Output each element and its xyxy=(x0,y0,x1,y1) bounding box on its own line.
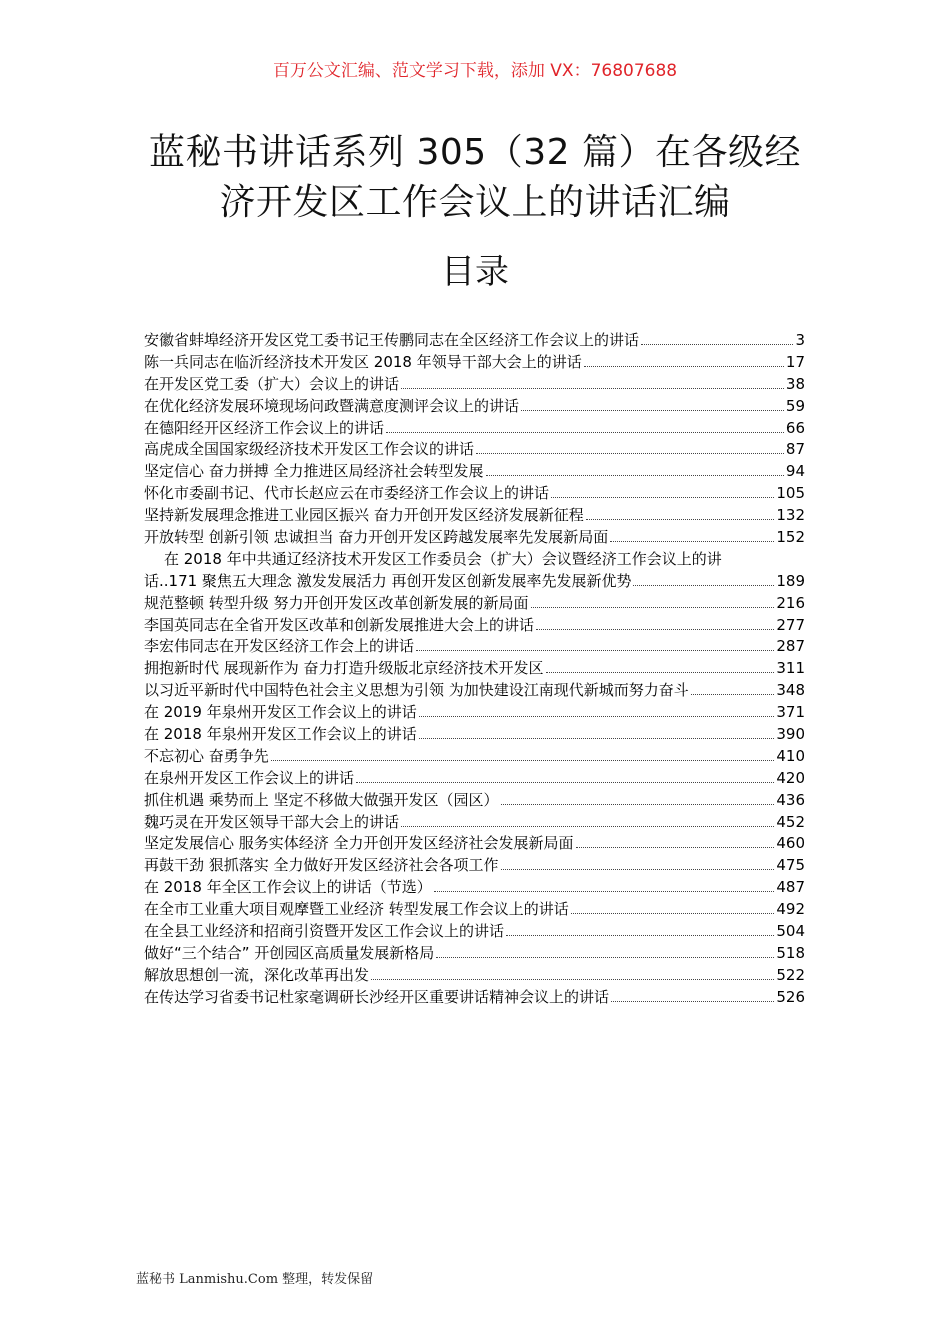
toc-entry[interactable] xyxy=(144,702,805,724)
toc-leader-dots xyxy=(416,650,774,651)
toc-entry-title: 在开发区党工委（扩大）会议上的讲话 xyxy=(144,374,400,393)
toc-entry-page: 216 xyxy=(776,593,805,612)
document-title xyxy=(60,128,890,228)
toc-entry[interactable] xyxy=(144,680,805,702)
toc-leader-dots xyxy=(691,694,775,695)
toc-entry[interactable] xyxy=(144,483,805,505)
toc-entry[interactable] xyxy=(144,374,805,396)
toc-entry-page: 87 xyxy=(785,440,805,459)
toc-entry-title: 不忘初心 奋勇争先 xyxy=(144,746,269,765)
toc-entry-title: 拥抱新时代 展现新作为 奋力打造升级版北京经济技术开发区 xyxy=(144,659,544,678)
toc-entry[interactable] xyxy=(144,921,805,943)
toc-entry-title: 规范整顿 转型升级 努力开创开发区改革创新发展的新局面 xyxy=(144,593,529,612)
toc-entry-page: 152 xyxy=(776,528,805,547)
footer-note: 蓝秘书 Lanmishu.Com 整理，转发保留 xyxy=(136,1272,374,1287)
toc-entry-title: 在德阳经开区经济工作会议上的讲话 xyxy=(144,418,385,437)
toc-entry[interactable] xyxy=(144,724,805,746)
toc-entry-title: 做好“三个结合” 开创园区高质量发展新格局 xyxy=(144,943,435,962)
toc-entry-title: 在泉州开发区工作会议上的讲话 xyxy=(144,768,355,787)
toc-leader-dots xyxy=(641,344,793,345)
toc-entry-title: 李宏伟同志在开发区经济工作会上的讲话 xyxy=(144,637,415,656)
toc-entry[interactable] xyxy=(144,461,805,483)
toc-entry-page: 38 xyxy=(785,374,805,393)
toc-entry-title: 在全市工业重大项目观摩暨工业经济 转型发展工作会议上的讲话 xyxy=(144,900,569,919)
toc-entry[interactable] xyxy=(144,593,805,615)
toc-leader-dots xyxy=(436,957,774,958)
toc-leader-dots xyxy=(521,410,784,411)
toc-leader-dots xyxy=(371,979,774,980)
toc-entry-page: 66 xyxy=(785,418,805,437)
toc-entry-page: 420 xyxy=(776,768,805,787)
toc-entry-title: 李国英同志在全省开发区改革和创新发展推进大会上的讲话 xyxy=(144,615,535,634)
toc-entry-page: 287 xyxy=(776,637,805,656)
toc-entry-title: 在全县工业经济和招商引资暨开发区工作会议上的讲话 xyxy=(144,922,505,941)
toc-leader-dots xyxy=(419,716,775,717)
toc-entry-title: 解放思想创一流，深化改革再出发 xyxy=(144,965,370,984)
toc-entry-page: 452 xyxy=(776,812,805,831)
toc-entry-page: 390 xyxy=(776,725,805,744)
toc-entry-page: 504 xyxy=(776,922,805,941)
toc-entry-page: 189 xyxy=(776,571,805,590)
toc-entry-page: 522 xyxy=(776,965,805,984)
toc-entry[interactable] xyxy=(144,527,805,549)
toc-leader-dots xyxy=(501,804,775,805)
toc-entry[interactable] xyxy=(144,396,805,418)
toc-entry-title: 在 2018 年全区工作会议上的讲话（节选） xyxy=(144,878,432,897)
toc-entry-page: 526 xyxy=(776,987,805,1006)
toc-entry[interactable] xyxy=(144,615,805,637)
toc-entry-title: 在优化经济发展环境现场问政暨满意度测评会议上的讲话 xyxy=(144,396,520,415)
toc-entry-page: 132 xyxy=(776,506,805,525)
toc-leader-dots xyxy=(271,760,775,761)
toc-leader-dots xyxy=(610,541,774,542)
toc-entry-title: 坚持新发展理念推进工业园区振兴 奋力开创开发区经济发展新征程 xyxy=(144,506,584,525)
toc-entry-page: 105 xyxy=(776,484,805,503)
toc-leader-dots xyxy=(546,672,775,673)
toc-entry-page: 410 xyxy=(776,746,805,765)
toc-entry-page: 17 xyxy=(785,352,805,371)
toc-entry-title: 以习近平新时代中国特色社会主义思想为引领 为加快建设江南现代新城而努力奋斗 xyxy=(144,681,689,700)
toc-leader-dots xyxy=(584,366,784,367)
toc-entry-page: 3 xyxy=(795,331,805,349)
toc-entry-title: 抓住机遇 乘势而上 坚定不移做大做强开发区（园区） xyxy=(144,790,499,809)
toc-leader-dots xyxy=(486,475,784,476)
toc-entry[interactable] xyxy=(144,636,805,658)
toc-entry-title: 在 2019 年泉州开发区工作会议上的讲话 xyxy=(144,703,417,722)
toc-entry-title: 话..171 聚焦五大理念 激发发展活力 再创开发区创新发展率先发展新优势 xyxy=(144,571,632,590)
toc-leader-dots xyxy=(551,497,774,498)
toc-entry[interactable] xyxy=(144,658,805,680)
toc-entry-title: 高虎成全国国家级经济技术开发区工作会议的讲话 xyxy=(144,440,475,459)
toc-leader-dots xyxy=(356,782,774,783)
toc-entry-page: 492 xyxy=(776,900,805,919)
toc-entry-title: 安徽省蚌埠经济开发区党工委书记王传鹏同志在全区经济工作会议上的讲话 xyxy=(144,331,640,349)
toc-entry-wrapped-line[interactable]: 在 2018 年中共通辽经济技术开发区工作委员会（扩大）会议暨经济工作会议上的讲 xyxy=(164,549,722,568)
toc-leader-dots xyxy=(633,585,774,586)
toc-entry[interactable] xyxy=(144,768,805,790)
toc-entry-title: 魏巧灵在开发区领导干部大会上的讲话 xyxy=(144,812,400,831)
toc-entry[interactable] xyxy=(144,987,805,1009)
toc-entry-page: 94 xyxy=(785,462,805,481)
table-of-contents xyxy=(144,330,805,1009)
toc-leader-dots xyxy=(401,826,774,827)
toc-entry-page: 518 xyxy=(776,943,805,962)
toc-entry-page: 487 xyxy=(776,878,805,897)
toc-entry[interactable] xyxy=(144,943,805,965)
document-title-line-2: 济开发区工作会议上的讲话汇编 xyxy=(219,182,731,223)
toc-entry-page: 277 xyxy=(776,615,805,634)
toc-leader-dots xyxy=(506,935,774,936)
toc-entry[interactable] xyxy=(144,965,805,987)
toc-entry[interactable] xyxy=(144,812,805,834)
toc-leader-dots xyxy=(434,891,775,892)
toc-entry-title: 怀化市委副书记、代市长赵应云在市委经济工作会议上的讲话 xyxy=(144,484,550,503)
toc-leader-dots xyxy=(611,1001,774,1002)
toc-entry[interactable] xyxy=(144,439,805,461)
toc-entry[interactable] xyxy=(144,877,805,899)
toc-leader-dots xyxy=(476,453,784,454)
toc-entry-page: 311 xyxy=(776,659,805,678)
toc-entry-page: 348 xyxy=(776,681,805,700)
toc-leader-dots xyxy=(386,432,784,433)
toc-leader-dots xyxy=(571,913,775,914)
toc-entry[interactable] xyxy=(144,833,805,855)
toc-entry[interactable] xyxy=(144,571,805,593)
toc-leader-dots xyxy=(501,869,775,870)
toc-entry-title: 在 2018 年泉州开发区工作会议上的讲话 xyxy=(144,725,417,744)
toc-leader-dots xyxy=(401,388,784,389)
toc-leader-dots xyxy=(531,607,775,608)
toc-entry-title: 在传达学习省委书记杜家毫调研长沙经开区重要讲话精神会议上的讲话 xyxy=(144,987,610,1006)
toc-entry-title: 再鼓干劲 狠抓落实 全力做好开发区经济社会各项工作 xyxy=(144,856,499,875)
toc-leader-dots xyxy=(419,738,775,739)
toc-leader-dots xyxy=(576,847,775,848)
toc-entry-page: 371 xyxy=(776,703,805,722)
toc-entry[interactable] xyxy=(144,505,805,527)
toc-entry[interactable] xyxy=(144,352,805,374)
toc-entry-page: 460 xyxy=(776,834,805,853)
toc-entry-title: 开放转型 创新引领 忠诚担当 奋力开创开发区跨越发展率先发展新局面 xyxy=(144,528,609,547)
toc-entry-title: 坚定信心 奋力拼搏 全力推进区局经济社会转型发展 xyxy=(144,462,484,481)
toc-entry[interactable] xyxy=(144,330,805,352)
toc-entry[interactable] xyxy=(144,855,805,877)
header-contact-note: 百万公文汇编、范文学习下载，添加 VX：76807688 xyxy=(272,61,678,81)
toc-entry-page: 475 xyxy=(776,856,805,875)
toc-entry[interactable] xyxy=(144,746,805,768)
toc-heading: 目录 xyxy=(441,252,509,292)
toc-entry[interactable] xyxy=(144,899,805,921)
toc-entry[interactable] xyxy=(144,418,805,440)
toc-leader-dots xyxy=(536,629,774,630)
toc-entry-page: 59 xyxy=(785,396,805,415)
document-title-line-1: 蓝秘书讲话系列 305（32 篇）在各级经 xyxy=(149,132,801,173)
toc-leader-dots xyxy=(586,519,775,520)
toc-entry[interactable] xyxy=(144,790,805,812)
toc-entry-page: 436 xyxy=(776,790,805,809)
toc-entry-title: 陈一兵同志在临沂经济技术开发区 2018 年领导干部大会上的讲话 xyxy=(144,352,582,371)
toc-entry-title: 坚定发展信心 服务实体经济 全力开创开发区经济社会发展新局面 xyxy=(144,834,574,853)
